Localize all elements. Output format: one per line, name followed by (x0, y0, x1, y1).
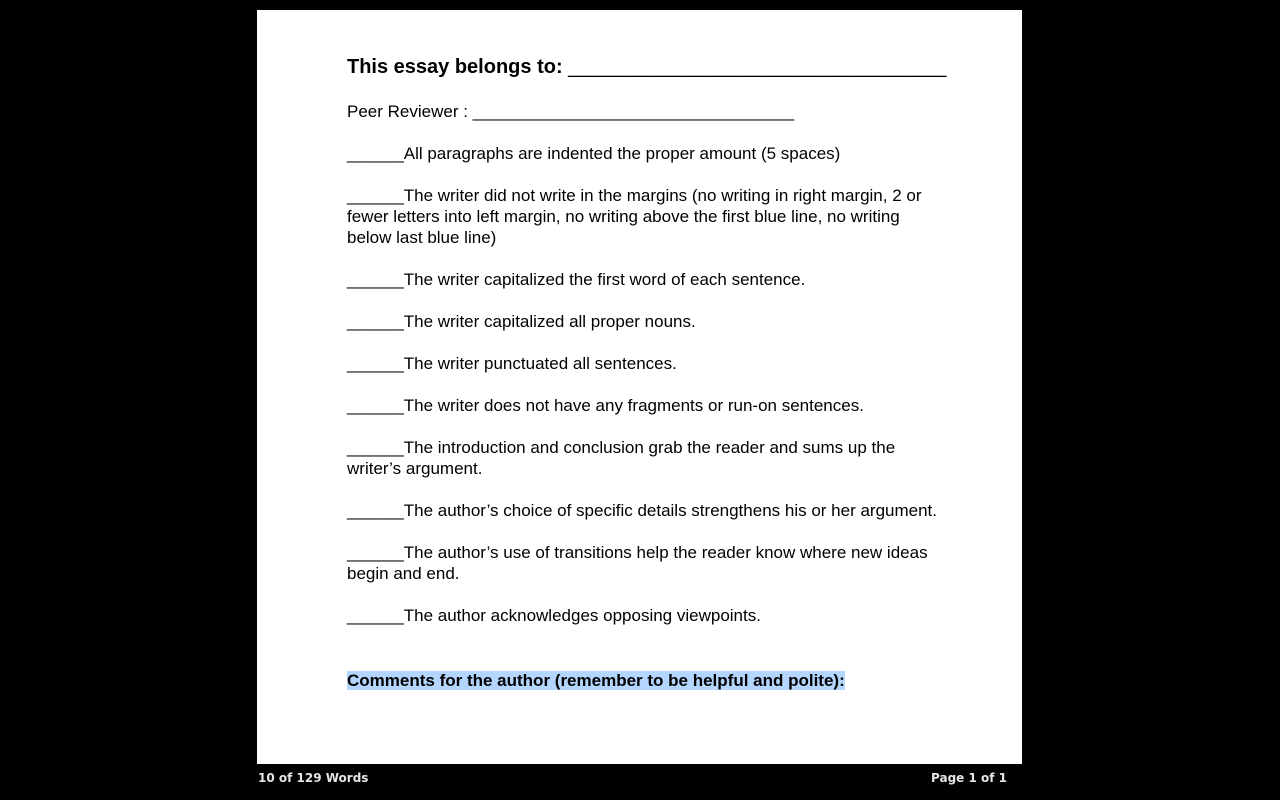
checklist-item: ______The author acknowledges opposing viewpoints. (347, 606, 761, 625)
review-checklist (347, 143, 937, 626)
document-page[interactable] (257, 10, 1022, 764)
checklist-item: ______The writer capitalized all proper nouns. (347, 312, 696, 331)
comments-heading-selected[interactable]: Comments for the author (remember to be helpful and polite): (347, 671, 845, 690)
checklist-item: ______The writer does not have any fragments or run-on sentences. (347, 396, 864, 415)
word-count: 10 of 129 Words (258, 771, 369, 785)
peer-reviewer-label: Peer Reviewer : (347, 102, 473, 121)
checklist-item: ______The author’s use of transitions help the reader know where new ideas begin and end. (347, 543, 928, 583)
page-count: Page 1 of 1 (931, 771, 1007, 785)
status-bar (257, 771, 1007, 789)
checklist-item: ______The writer capitalized the first word of each sentence. (347, 270, 806, 289)
peer-reviewer-line (347, 101, 937, 122)
essay-owner-blank: __________________________________ (568, 56, 947, 78)
essay-owner-label: This essay belongs to: (347, 56, 563, 78)
document-body[interactable] (347, 54, 947, 691)
checklist-item: ______The writer punctuated all sentences. (347, 354, 677, 373)
peer-reviewer-blank: __________________________________ (472, 102, 795, 121)
comments-section (347, 670, 937, 691)
checklist-item: ______All paragraphs are indented the proper amount (5 spaces) (347, 144, 841, 163)
checklist-item: ______The author’s choice of specific details strengthens his or her argument. (347, 501, 937, 520)
checklist-item: ______The writer did not write in the margins (no writing in right margin, 2 or fewer letters into left margin, no writing above the first blue line, no writing below last blue line) (347, 186, 922, 247)
essay-owner-line (347, 54, 947, 80)
checklist-item: ______The introduction and conclusion grab the reader and sums up the writer’s argument. (347, 438, 896, 478)
